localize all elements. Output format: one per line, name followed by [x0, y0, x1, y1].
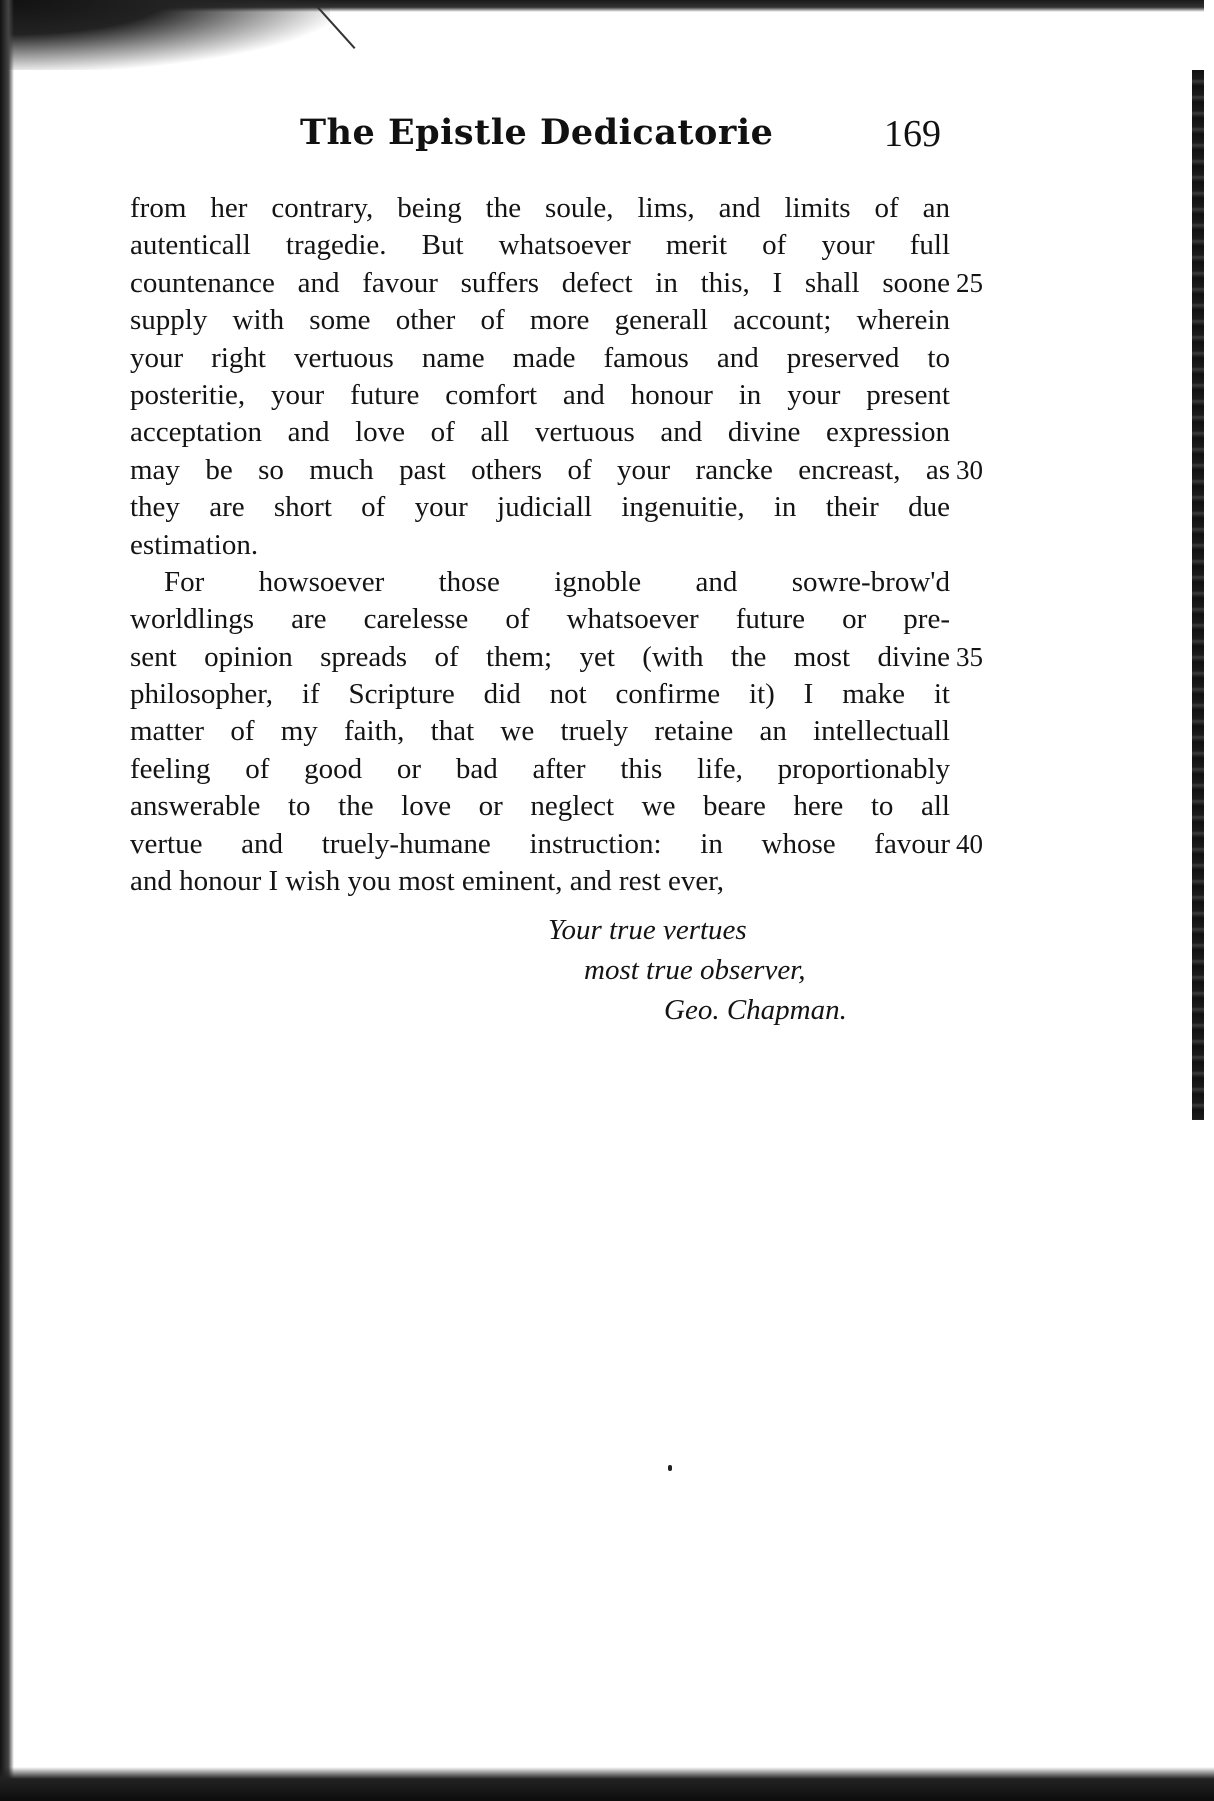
signature-name: Geo. Chapman.	[664, 994, 847, 1026]
text-line: posteritie, your future comfort and honour in your present	[130, 378, 950, 411]
text-line: For howsoever those ignoble and sowre-brow'd	[164, 565, 950, 598]
body-text	[130, 190, 983, 900]
signature-line-1: Your true vertues	[548, 914, 747, 946]
text-line: countenance and favour suffers defect in this, I shall soone 25	[130, 265, 950, 302]
text-line: sent opinion spreads of them; yet (with the most divine 35	[130, 639, 950, 676]
text-line: feeling of good or bad after this life, proportionably	[130, 752, 950, 785]
text-line: answerable to the love or neglect we beare here to all	[130, 790, 950, 823]
text-line: and honour I wish you most eminent, and rest ever,	[130, 865, 725, 898]
text-line: worldlings are carelesse of whatsoever future or pre-	[130, 603, 950, 636]
text-line: they are short of your judiciall ingenuitie, in their due	[130, 491, 950, 524]
page-number: 169	[884, 113, 941, 155]
ink-speck	[668, 1465, 672, 1471]
line-number: 25	[956, 267, 983, 298]
text-line: may be so much past others of your rancke encreast, as 30	[130, 452, 950, 489]
scan-margin-right	[1204, 0, 1214, 1801]
text-line: supply with some other of more generall account; wherein	[130, 304, 950, 337]
line-number: 30	[956, 454, 983, 485]
text-line: philosopher, if Scripture did not confirme it) I make it	[130, 678, 950, 711]
running-head-title: The Epistle Dedicatorie	[300, 112, 774, 153]
scan-edge-left	[0, 0, 14, 1801]
text-line: matter of my faith, that we truely retaine an intellectuall	[130, 715, 950, 748]
text-line: autenticall tragedie. But whatsoever merit of your full	[130, 229, 950, 262]
text-line: vertue and truely-humane instruction: in whose favour 40	[130, 826, 950, 863]
text-line: from her contrary, being the soule, lims, and limits of an	[130, 192, 950, 224]
line-number: 40	[956, 828, 983, 859]
text-line: estimation.	[130, 528, 259, 561]
text-line: acceptation and love of all vertuous and divine expression	[130, 416, 950, 449]
scan-edge-bottom	[0, 1767, 1214, 1801]
text-line: your right vertuous name made famous and preserved to	[130, 341, 950, 374]
scan-shadow-corner	[0, 0, 330, 70]
signature-line-2: most true observer,	[584, 954, 806, 986]
line-number: 35	[956, 641, 983, 672]
